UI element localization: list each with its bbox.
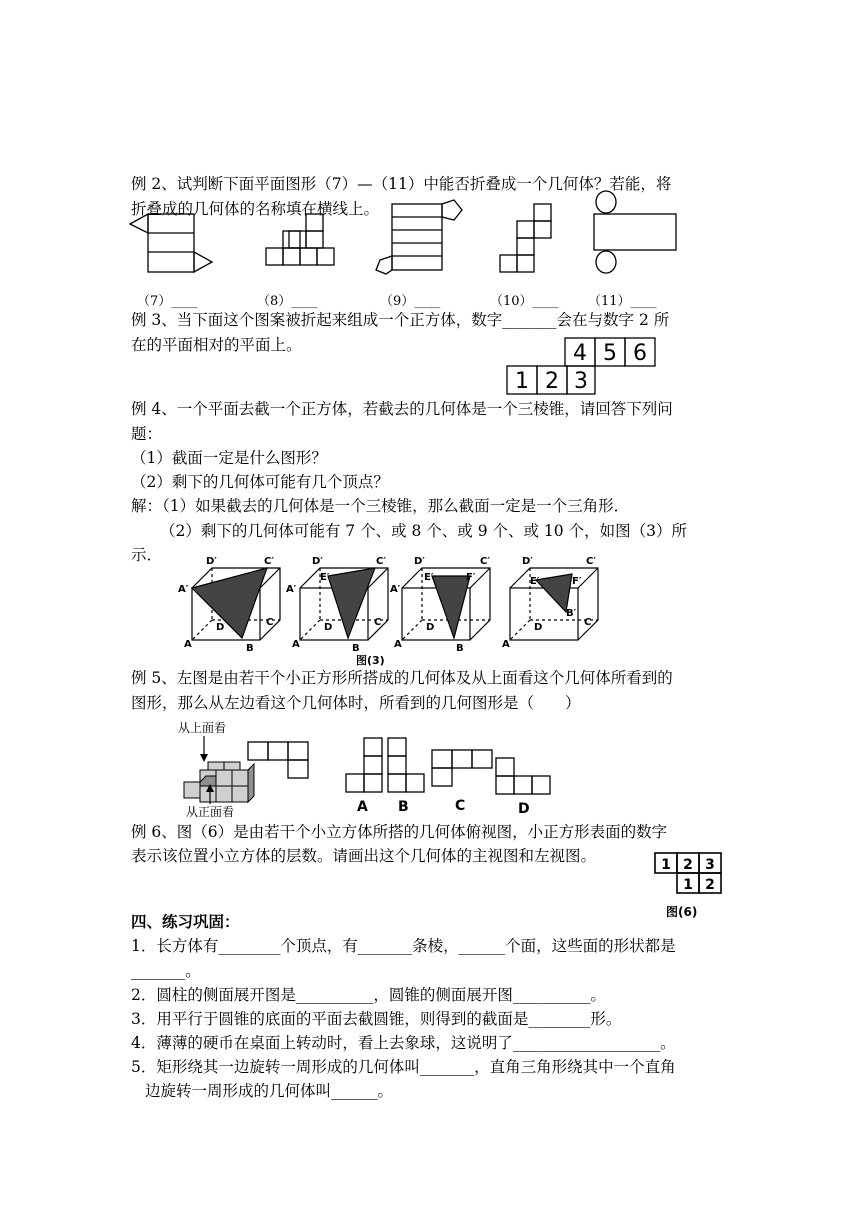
ex4-line1: 例 4、一个平面去截一个正方体，若截去的几何体是一个三棱锥，请回答下列问 — [131, 400, 673, 418]
ex2-label-7: （7）____ — [137, 294, 198, 309]
cube-3 — [402, 568, 490, 640]
practice-5b: 边旋转一周形成的几何体叫______。 — [145, 1082, 394, 1100]
ex2-nets-figure — [120, 190, 740, 280]
svg-text:D′: D′ — [206, 556, 217, 567]
ex4-q2: （2）剩下的几何体可能有几个顶点？ — [131, 473, 389, 491]
option-d-label: D — [518, 801, 530, 817]
svg-text:C: C — [584, 617, 592, 628]
ex5-line1: 例 5、左图是由若干个小正方形所搭成的几何体及从上面看这个几何体所看到的 — [131, 669, 673, 687]
ex3-line1: 例 3、当下面这个图案被折起来组成一个正方体，数字_______会在与数字 2 所 — [131, 311, 670, 329]
svg-text:C: C — [266, 617, 274, 628]
option-b — [388, 738, 424, 792]
practice-4: 4．薄薄的硬币在桌面上转动时，看上去象球，这说明了___________________。 — [131, 1034, 676, 1052]
svg-text:E′: E′ — [424, 572, 434, 583]
digit-3: 3 — [574, 369, 588, 394]
option-a-label: A — [357, 799, 368, 815]
grid-cell-1: 1 — [661, 857, 671, 873]
grid-cell-2: 2 — [683, 857, 693, 873]
practice-heading: 四、练习巩固： — [131, 912, 240, 931]
ex6-grid-figure — [652, 850, 724, 920]
net-10 — [500, 204, 551, 272]
svg-text:D: D — [324, 622, 333, 633]
svg-text:A′: A′ — [286, 584, 297, 595]
top-view-grid — [248, 742, 308, 778]
svg-text:A′: A′ — [390, 584, 401, 595]
ex2-line1: 例 2、试判断下面平面图形（7）—（11）中能否折叠成一个几何体？若能，将 — [131, 175, 672, 193]
ex4-a2: （2）剩下的几何体可能有 7 个、或 8 个、或 9 个、或 10 个，如图（3）所 — [160, 522, 687, 540]
option-b-label: B — [398, 799, 409, 815]
digit-4: 4 — [573, 341, 587, 366]
grid-cell-5: 2 — [705, 877, 715, 893]
svg-text:D: D — [426, 622, 435, 633]
ex2-label-8: （8）____ — [257, 294, 318, 309]
ex5-line2: 图形，那么从左边看这个几何体时，所看到的几何图形是（ ） — [131, 694, 581, 712]
svg-text:C′: C′ — [586, 556, 596, 567]
grid-cell-4: 1 — [683, 877, 693, 893]
svg-text:B′: B′ — [566, 608, 577, 619]
net-9 — [376, 200, 462, 274]
ex4-line2: 题： — [131, 425, 163, 443]
svg-text:D: D — [216, 622, 225, 633]
cube-4 — [510, 568, 598, 640]
ex6-line1: 例 6、图（6）是由若干个小立方体所搭的几何体俯视图，小正方形表面的数字 — [131, 823, 668, 841]
svg-text:C′: C′ — [264, 556, 274, 567]
svg-text:D: D — [534, 622, 543, 633]
svg-text:C: C — [374, 617, 382, 628]
fig3-caption: 图(3) — [356, 654, 385, 667]
ex2-line2: 折叠成的几何体的名称填在横线上。 — [131, 200, 380, 218]
svg-text:A: A — [292, 639, 300, 650]
ex2-label-9: （9）____ — [380, 294, 441, 309]
ex3-line2: 在的平面相对的平面上。 — [131, 336, 302, 354]
net-7 — [130, 214, 212, 272]
ex5-figure — [170, 716, 570, 820]
ex4-q1: （1）截面一定是什么图形？ — [131, 449, 327, 467]
ex3-digit-net — [505, 336, 665, 398]
svg-text:E′: E′ — [530, 576, 540, 587]
grid-cell-3: 3 — [705, 857, 715, 873]
top-view-label: 从上面看 — [178, 721, 227, 735]
ex4-a1: 解：（1）如果截去的几何体是一个三棱锥，那么截面一定是一个三角形． — [131, 497, 630, 515]
digit-1: 1 — [515, 369, 529, 394]
svg-text:F′: F′ — [466, 572, 476, 583]
ex2-label-10: （10）____ — [490, 294, 559, 309]
svg-text:A: A — [502, 639, 510, 650]
svg-text:C′: C′ — [480, 556, 490, 567]
ex4-a3: 示． — [131, 546, 163, 564]
option-c — [432, 750, 492, 786]
net-11 — [594, 191, 676, 273]
svg-text:F′: F′ — [572, 576, 582, 587]
svg-text:A′: A′ — [178, 584, 189, 595]
svg-text:A: A — [184, 639, 192, 650]
net-8 — [266, 214, 334, 265]
svg-text:D′: D′ — [312, 556, 323, 567]
digit-5: 5 — [603, 341, 617, 366]
practice-1a: 1．长方体有________个顶点，有_______条棱，______个面，这些面的形状都是 — [131, 937, 676, 955]
cube-stack — [184, 762, 254, 802]
practice-2: 2．圆柱的侧面展开图是__________，圆锥的侧面展开图__________。 — [131, 986, 606, 1004]
option-d — [496, 758, 550, 794]
svg-text:A: A — [394, 639, 402, 650]
front-view-label: 从正面看 — [186, 805, 235, 819]
ex2-label-11: （11）____ — [588, 294, 657, 309]
ex4-cube-figures — [170, 550, 610, 668]
svg-text:B: B — [352, 643, 360, 654]
digit-2: 2 — [545, 369, 559, 394]
cube-1 — [192, 568, 280, 640]
option-a — [346, 738, 382, 792]
practice-1b: _______。 — [131, 962, 201, 980]
svg-text:E′: E′ — [320, 572, 330, 583]
svg-text:D′: D′ — [414, 556, 425, 567]
digit-6: 6 — [633, 341, 647, 366]
cube-2 — [300, 568, 388, 640]
svg-text:D′: D′ — [522, 556, 533, 567]
fig6-caption: 图(6) — [666, 905, 698, 919]
svg-text:C′: C′ — [376, 556, 386, 567]
svg-text:B: B — [246, 643, 254, 654]
option-c-label: C — [455, 798, 466, 814]
practice-3: 3．用平行于圆锥的底面的平面去截圆锥，则得到的截面是________形。 — [131, 1010, 622, 1028]
practice-5a: 5．矩形绕其一边旋转一周形成的几何体叫_______，直角三角形绕其中一个直角 — [131, 1058, 676, 1076]
ex6-line2: 表示该位置小立方体的层数。请画出这个几何体的主视图和左视图。 — [131, 847, 597, 865]
svg-text:B: B — [456, 643, 464, 654]
